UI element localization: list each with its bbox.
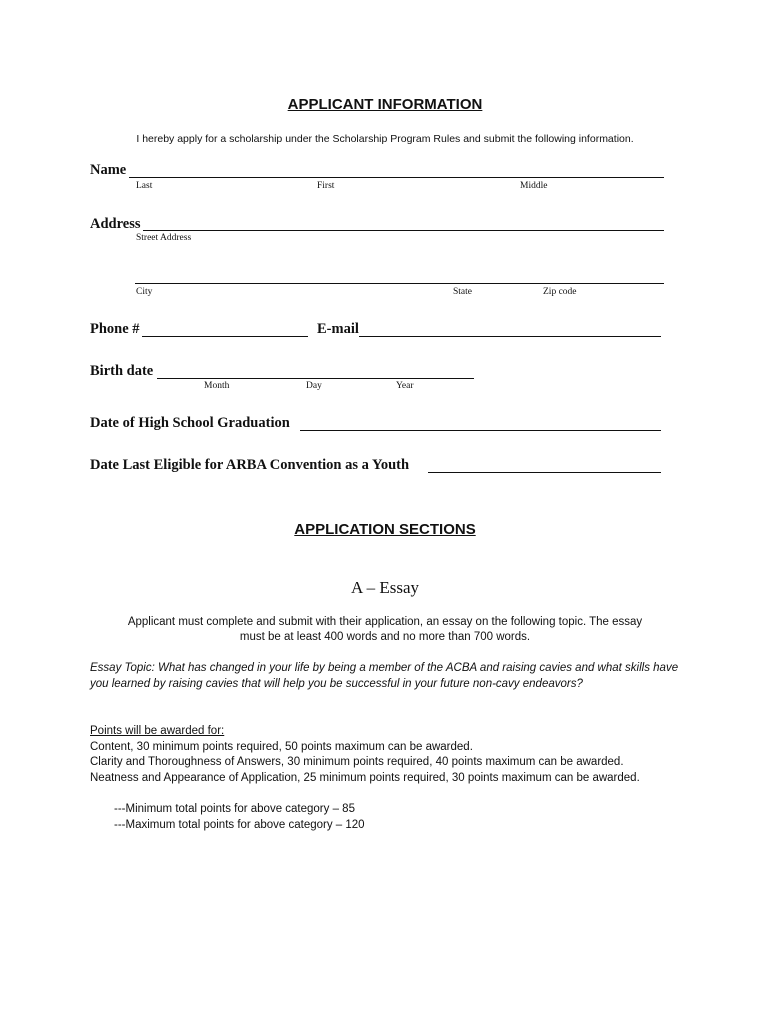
arba-eligible-field[interactable] xyxy=(428,472,661,473)
city-state-zip-field[interactable] xyxy=(135,283,664,284)
email-label: E-mail xyxy=(317,321,359,337)
city-sublabel: City xyxy=(136,287,153,297)
birth-date-label: Birth date xyxy=(90,363,154,379)
state-sublabel: State xyxy=(453,287,472,297)
name-first-sublabel: First xyxy=(317,181,335,191)
application-sections-title: APPLICATION SECTIONS xyxy=(294,521,476,538)
phone-field[interactable] xyxy=(142,336,308,337)
birth-day-sublabel: Day xyxy=(306,381,322,391)
birth-date-field[interactable] xyxy=(157,378,474,379)
name-field[interactable] xyxy=(129,177,664,178)
phone-label: Phone # xyxy=(90,321,140,337)
zip-sublabel: Zip code xyxy=(543,287,577,297)
intro-text: I hereby apply for a scholarship under the Scholarship Program Rules and submit the following information. xyxy=(136,133,634,145)
street-address-field[interactable] xyxy=(143,230,664,231)
hs-graduation-label: Date of High School Graduation xyxy=(90,415,290,431)
essay-topic: Essay Topic: What has changed in your life by being a member of the ACBA and raising cavies and what skills have you learned by raising cavies that will help you be successful in your future non-cavy endeavors? xyxy=(90,662,679,690)
street-address-sublabel: Street Address xyxy=(136,233,192,243)
points-heading: Points will be awarded for: xyxy=(90,725,225,737)
essay-intro-line-1: Applicant must complete and submit with their application, an essay on the following topic. The essay xyxy=(127,616,643,628)
maximum-total: ---Maximum total points for above category – 120 xyxy=(114,819,365,831)
essay-intro-line-2: must be at least 400 words and no more than 700 words. xyxy=(239,631,531,643)
email-field[interactable] xyxy=(359,336,661,337)
name-label: Name xyxy=(90,162,127,178)
minimum-total: ---Minimum total points for above category – 85 xyxy=(114,803,355,815)
name-last-sublabel: Last xyxy=(136,181,153,191)
birth-month-sublabel: Month xyxy=(204,381,230,391)
points-neatness: Neatness and Appearance of Application, 25 minimum points required, 30 points maximum can be awarded. xyxy=(90,772,640,784)
birth-year-sublabel: Year xyxy=(396,381,414,391)
address-label: Address xyxy=(90,216,141,232)
arba-eligible-label: Date Last Eligible for ARBA Convention as a Youth xyxy=(90,457,410,473)
applicant-info-title: APPLICANT INFORMATION xyxy=(287,96,483,113)
points-content: Content, 30 minimum points required, 50 points maximum can be awarded. xyxy=(90,741,473,753)
essay-heading: A – Essay xyxy=(351,578,419,597)
hs-graduation-field[interactable] xyxy=(300,430,661,431)
name-middle-sublabel: Middle xyxy=(520,181,548,191)
points-clarity: Clarity and Thoroughness of Answers, 30 minimum points required, 40 points maximum can be awarded. xyxy=(90,756,624,768)
